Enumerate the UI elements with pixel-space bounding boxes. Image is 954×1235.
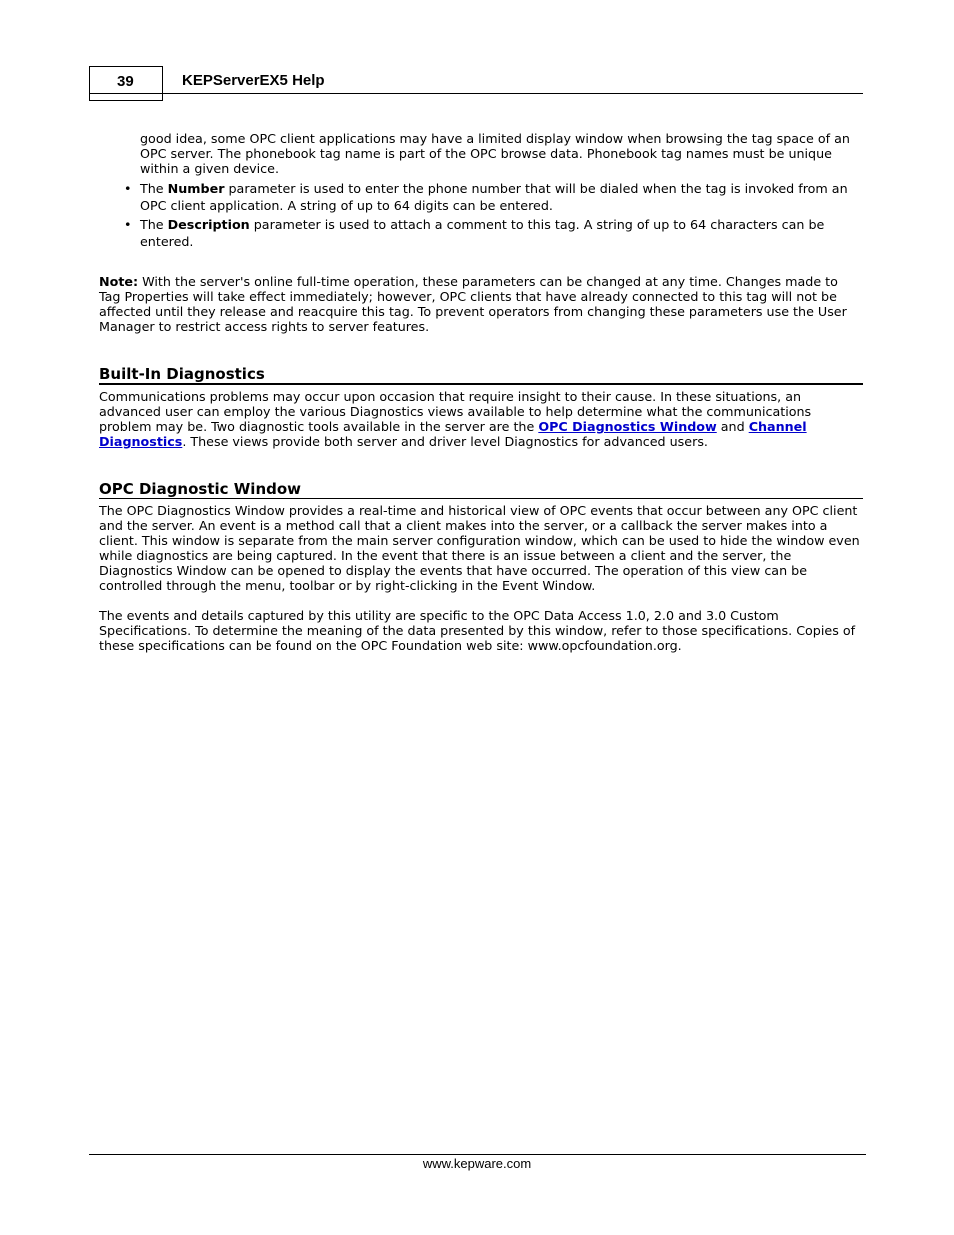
list-item-bold: Number [167, 181, 225, 196]
parameter-list [99, 180, 863, 250]
channel-diagnostics-link[interactable]: Channel Diagnostics [99, 419, 807, 449]
header-title: KEPServerEX5 Help [182, 72, 325, 89]
built-in-diagnostics-body [99, 389, 863, 449]
list-item-prefix: The [140, 181, 168, 196]
page-content [99, 131, 863, 653]
body-text: Communications problems may occur upon occasion that require insight to their cause. In these situations, an advanced user can employ the various Diagnostics views available to help determine what the communications problem may be. Two diagnostic tools available in the server are the [99, 389, 812, 434]
intro-continuation: good idea, some OPC client applications may have a limited display window when browsing the tag space of an OPC server. The phonebook tag name is part of the OPC browse data. Phonebook tag names must be unique within a given device. [140, 131, 850, 176]
opc-diagnostic-window-para-1: The OPC Diagnostics Window provides a real-time and historical view of OPC events that occur between any OPC client and the server. An event is a method call that a client makes into the server, or a callback the server makes into a client. This window is separate from the main server configuration window, which can be used to hide the window even while diagnostics are being captured. In the event that there is an issue between a client and the server, the Diagnostics Window can be opened to display the events that have occurred. The operation of this view can be controlled through the menu, toolbar or by right-clicking in the Event Window. [99, 503, 860, 593]
list-item-text: parameter is used to enter the phone number that will be dialed when the tag is invoked from an OPC client application. A string of up to 64 digits can be entered. [140, 181, 848, 213]
list-item-text: parameter is used to attach a comment to this tag. A string of up to 64 characters can be entered. [140, 217, 825, 249]
body-text: and [716, 419, 749, 434]
page-number-box-bottom [89, 93, 163, 101]
footer-url: www.kepware.com [422, 1156, 532, 1171]
body-text: . These views provide both server and driver level Diagnostics for advanced users. [182, 434, 708, 449]
list-item-description [124, 216, 863, 250]
note-text: With the server's online full-time operation, these parameters can be changed at any time. Changes made to Tag Properties will take effect immediately; however, OPC clients that have already connected to this tag will not be affected until they release and reacquire this tag. To prevent operators from changing these parameters use the User Manager to restrict access rights to server features. [99, 274, 847, 334]
header-rule [89, 93, 863, 94]
opc-diagnostic-window-heading: OPC Diagnostic Window [99, 481, 863, 499]
page-number: 39 [89, 66, 163, 100]
bullet-icon: • [124, 181, 132, 196]
bullet-icon: • [124, 217, 132, 232]
opc-diagnostics-window-link[interactable]: OPC Diagnostics Window [538, 419, 717, 434]
built-in-diagnostics-heading: Built-In Diagnostics [99, 366, 863, 385]
note-label: Note: [99, 274, 139, 289]
list-item-bold: Description [167, 217, 250, 232]
opc-diagnostic-window-para-2: The events and details captured by this utility are specific to the OPC Data Access 1.0, 2.0 and 3.0 Custom Specifications. To determine the meaning of the data presented by this window, refer to those specifications. Copies of these specifications can be found on the OPC Foundation web site: www.opcfoundation.org. [99, 608, 856, 653]
footer-rule [89, 1154, 866, 1155]
list-item-number [124, 180, 863, 214]
note-paragraph [99, 274, 863, 334]
list-item-prefix: The [140, 217, 168, 232]
